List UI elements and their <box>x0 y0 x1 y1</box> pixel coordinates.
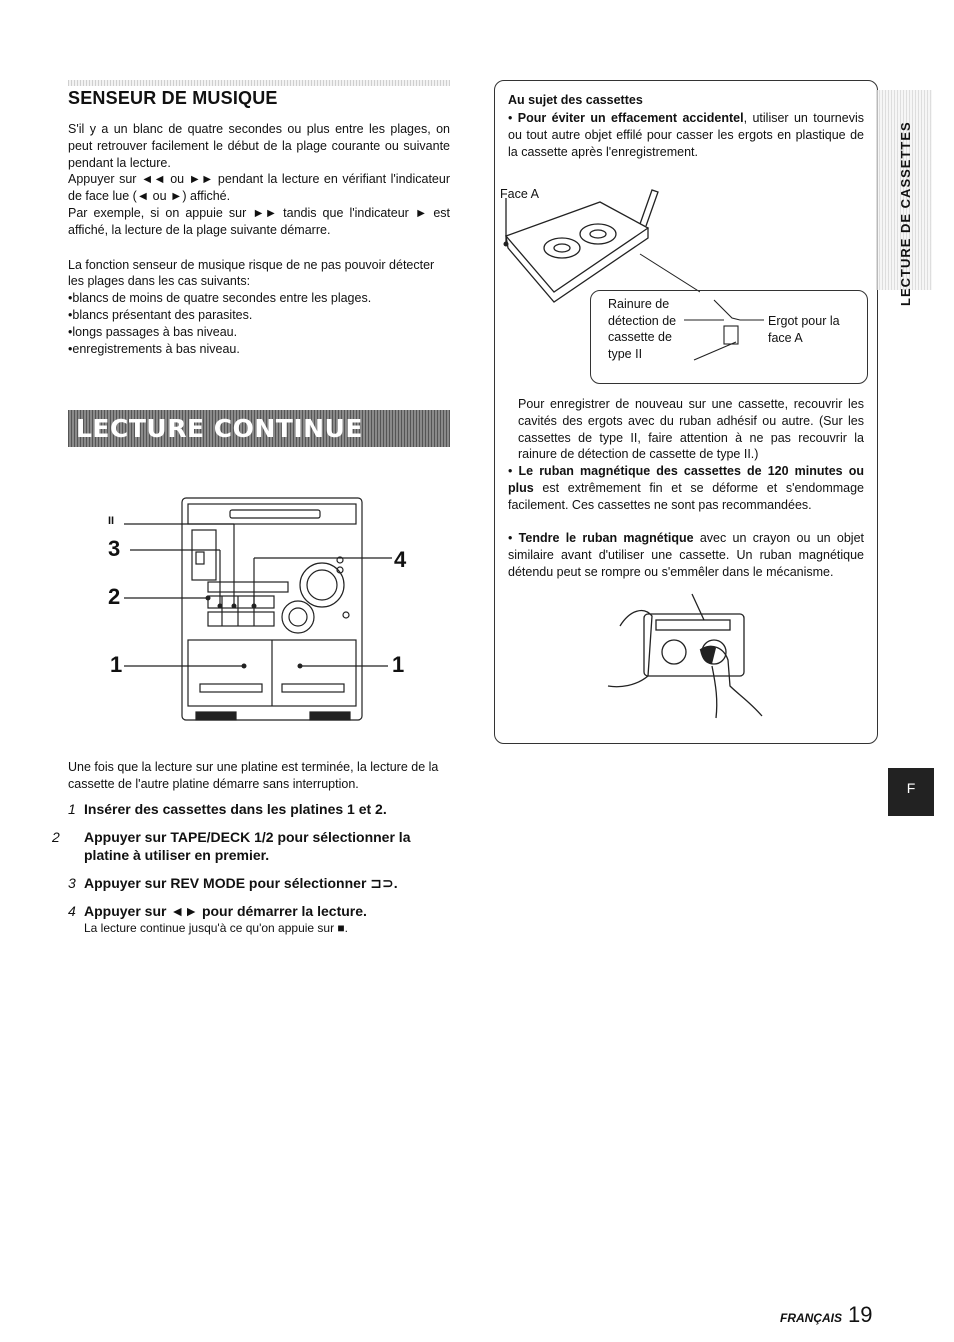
cassette-bullet-2: • Le ruban magnétique des cassettes de 120 minutes ou plus est extrêmement fin et se déforme et s'endommage facilement. Ces cassettes ne sont pas recommandées. <box>508 464 864 512</box>
figure-label-1-left: 1 <box>110 652 123 677</box>
callout-leader-lines <box>680 296 770 376</box>
top-panel <box>188 504 356 524</box>
senseur-bullets <box>68 290 450 357</box>
senseur-p3: Par exemple, si on appuie sur ►► tandis que l'indicateur ► est affiché, la lecture de la plage suivante démarre. <box>68 205 450 237</box>
callout-right: Ergot pour la face A <box>768 314 840 345</box>
figure-label-3: 3 <box>108 536 121 561</box>
list-item: • longs passages à bas niveau. <box>68 324 450 341</box>
step-1: 1 Insérer des cassettes dans les platines 1 et 2. <box>68 801 387 817</box>
senseur-body <box>68 121 450 357</box>
figure-label-1-right: 1 <box>392 652 405 677</box>
step-3: 3 Appuyer sur REV MODE pour sélectionner ⊐⊃. <box>68 875 398 891</box>
figure-label-4: 4 <box>394 547 407 572</box>
stereo-system-illustration <box>100 490 420 730</box>
step-2: 2 Appuyer sur TAPE/DECK 1/2 pour sélectionner la platine à utiliser en premier. <box>52 829 411 863</box>
senseur-p1: S'il y a un blanc de quatre secondes ou plus entre les plages, on peut retrouver facilement le début de la plage courante ou suivante pendant la lecture. <box>68 122 450 170</box>
page-footer <box>780 1302 872 1328</box>
cassette-re-record: Pour enregistrer de nouveau sur une cassette, recouvrir les cavités des ergots avec du ruban adhésif ou autre. (Sur les cassettes de type II, faire attention à ne pas recouvrir la rainure de détection de cassette de type II.) <box>518 397 864 462</box>
figure-label-2: 2 <box>108 584 121 609</box>
language-tab-f: F <box>888 768 934 816</box>
section-banner-lecture-continue: LECTURE CONTINUE <box>68 410 450 447</box>
cassette-bullet-1: • Pour éviter un effacement accidentel, utiliser un tournevis ou tout autre objet effilé pour casser les ergots en plastique de la cassette après l'enregistrement. <box>508 111 864 159</box>
cassette-illustration <box>500 184 700 304</box>
figure-label-pause: II <box>108 515 115 527</box>
callout-left: Rainure de détection de cassette de type II <box>608 297 677 361</box>
step-4-note: La lecture continue jusqu'à ce qu'on appuie sur ■. <box>84 921 349 935</box>
cassette-bullet-3: • Tendre le ruban magnétique avec un crayon ou un objet similaire avant d'utiliser une cassette. Un ruban magnétique détendu peut se rompre ou s'emmêler dans le mécanisme. <box>508 531 864 579</box>
side-tab-lecture-de-cassettes: LECTURE DE CASSETTES <box>898 121 913 306</box>
cassette-heading: Au sujet des cassettes <box>508 93 643 107</box>
list-item: • blancs de moins de quatre secondes entre les plages. <box>68 290 450 307</box>
page-number: 19 <box>848 1302 873 1327</box>
footer-language: FRANÇAIS <box>780 1311 842 1325</box>
list-item: • blancs présentant des parasites. <box>68 307 450 324</box>
header-rule <box>68 80 450 86</box>
after-figure-text: Une fois que la lecture sur une platine est terminée, la lecture de la cassette de l'autre platine démarre sans interruption. <box>68 760 439 791</box>
tighten-tape-illustration <box>600 590 780 720</box>
senseur-p2: Appuyer sur ◄◄ ou ►► pendant la lecture en vérifiant l'indicateur de face lue (◄ ou ►) affiché. <box>68 172 450 204</box>
senseur-p4: La fonction senseur de musique risque de ne pas pouvoir détecter les plages dans les cas suivants: <box>68 257 435 289</box>
steps-list <box>52 800 452 937</box>
face-a-label: Face A <box>500 187 539 201</box>
step-4: 4 Appuyer sur ◄► pour démarrer la lecture. <box>68 903 367 919</box>
section-title-senseur: SENSEUR DE MUSIQUE <box>68 88 278 108</box>
list-item: • enregistrements à bas niveau. <box>68 341 450 358</box>
